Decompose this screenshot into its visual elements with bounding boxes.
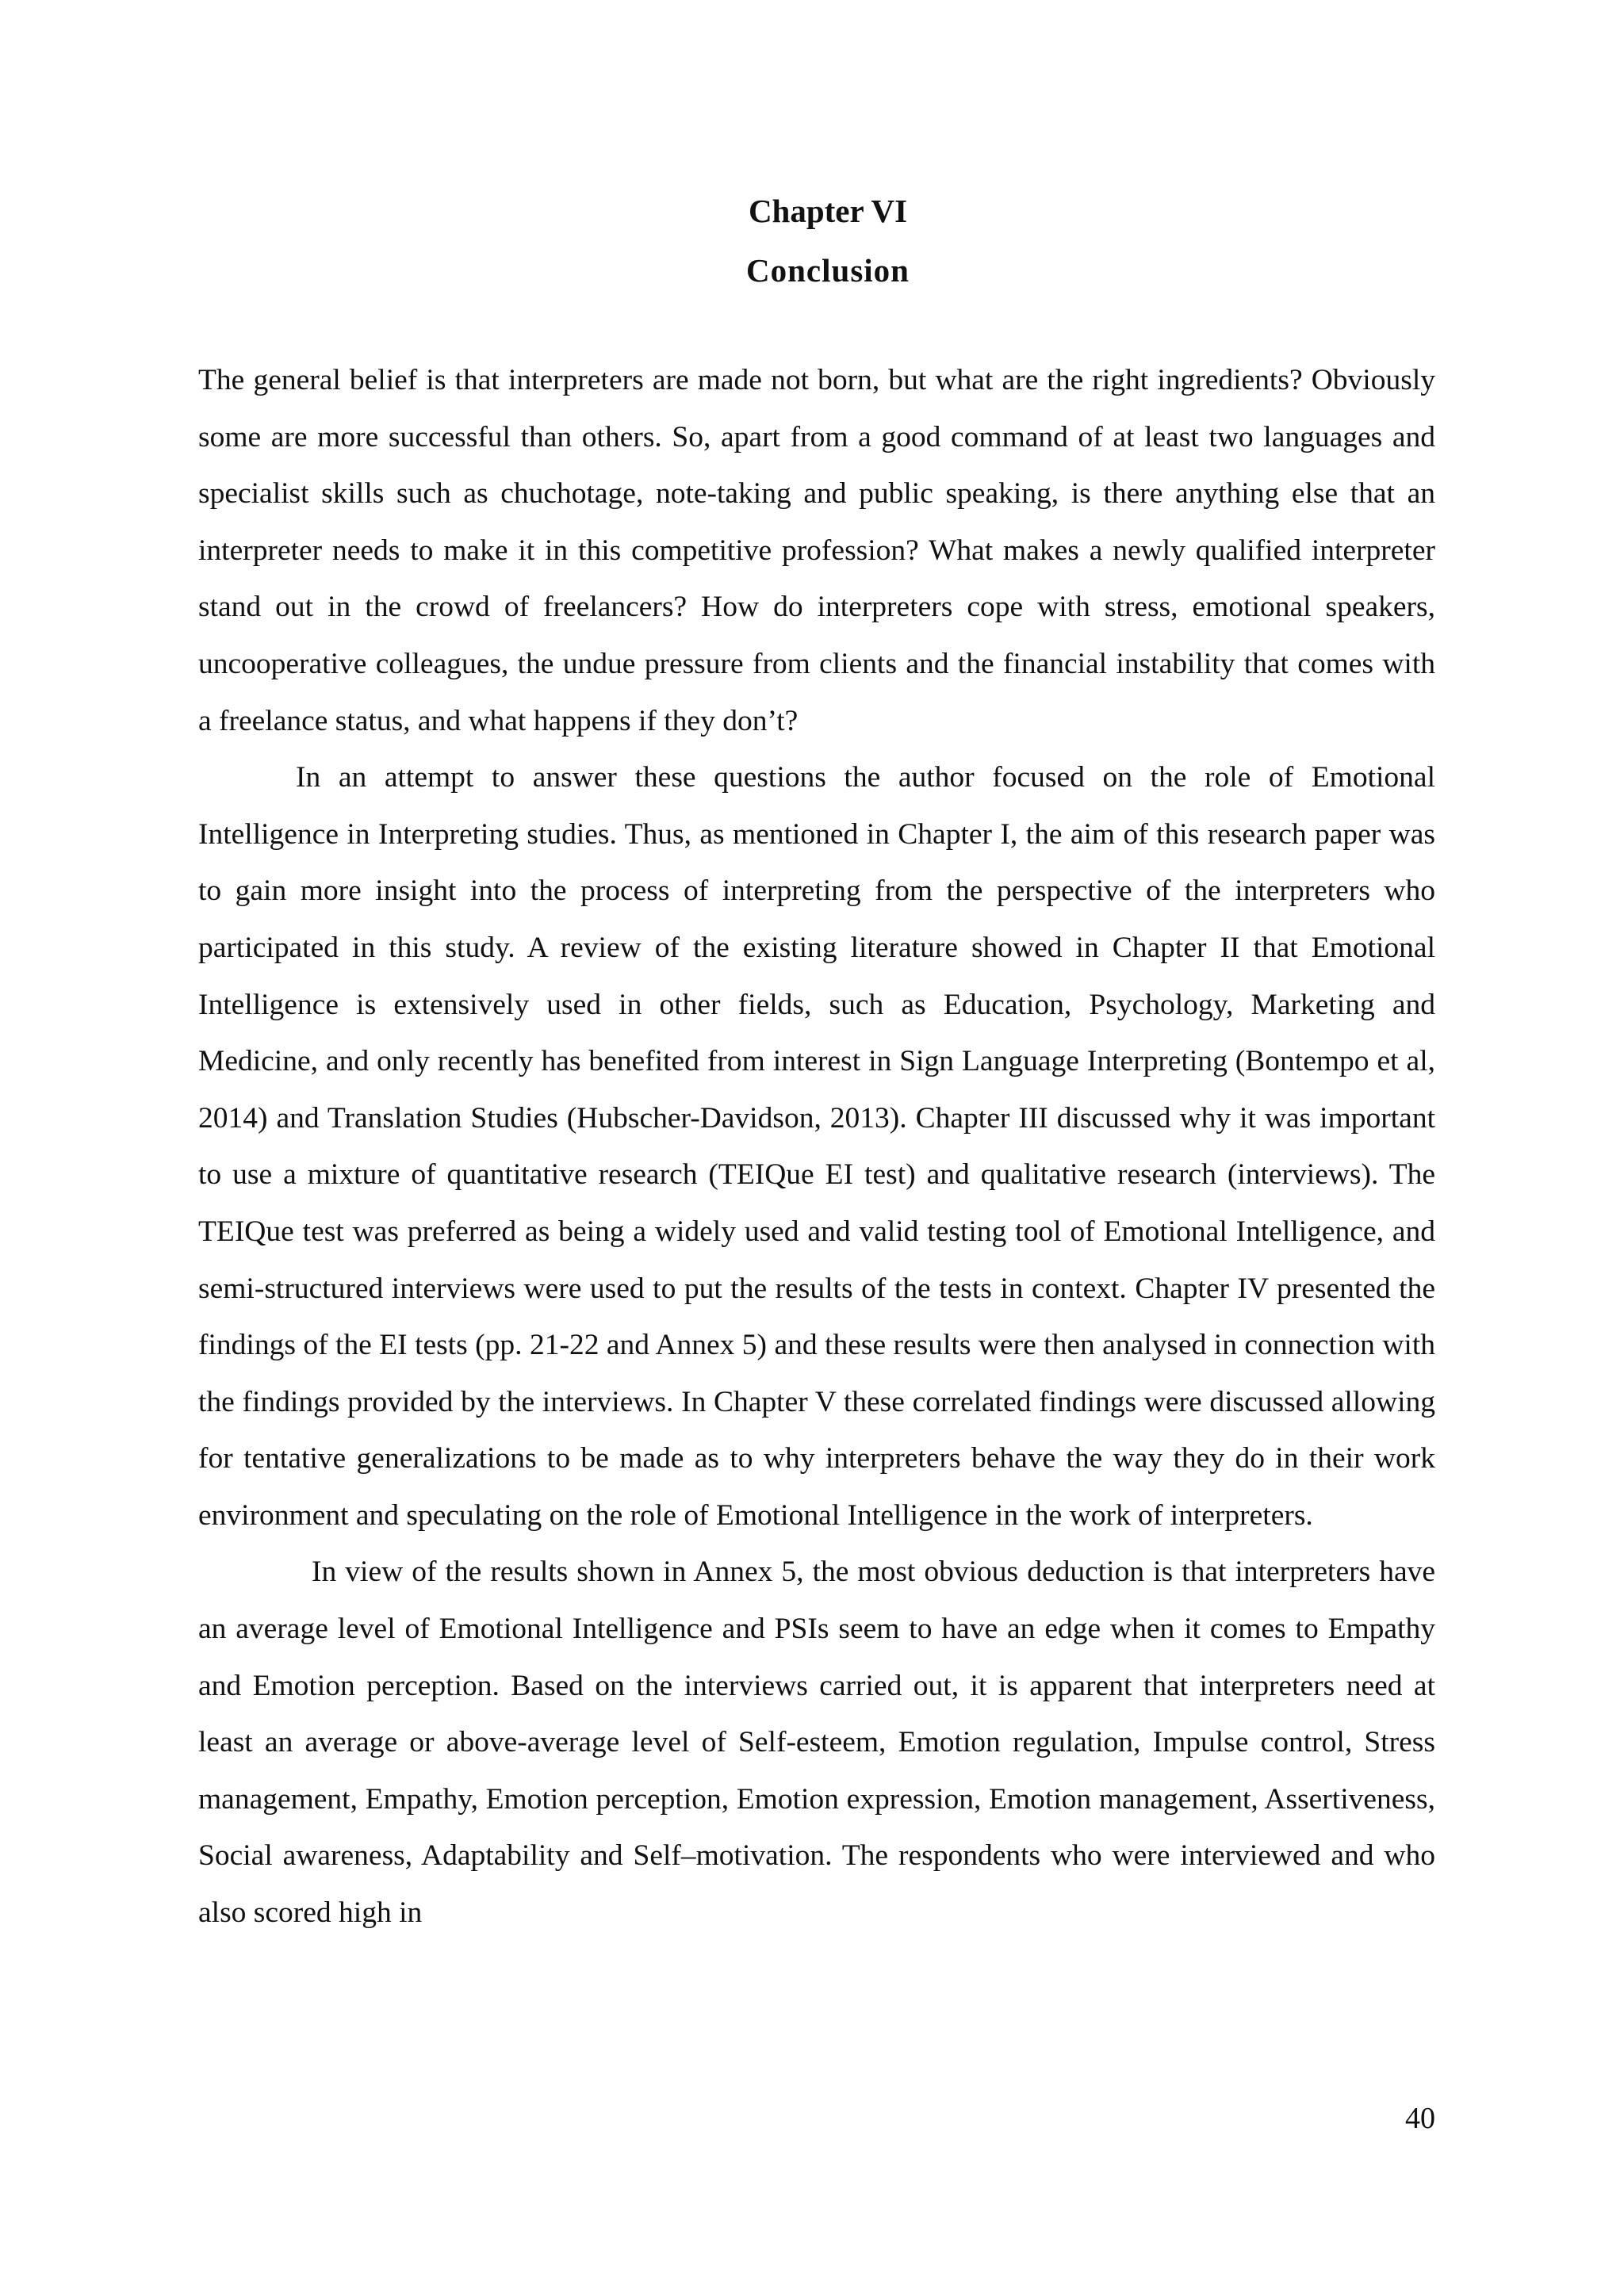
chapter-number: Chapter VI	[748, 193, 908, 229]
paragraph-2: In an attempt to answer these questions the author focused on the role of Emotional Intelligence in Interpreting studies. Thus, as mentioned in Chapter I, the aim of this research paper was to gain more insight into the process of interpreting from the perspective of the interpreters who participated in this study. A review of the existing literature showed in Chapter II that Emotional Intelligence is extensively used in other fields, such as Education, Psychology, Marketing and Medicine, and only recently has benefited from interest in Sign Language Interpreting (Bontempo et al, 2014) and Translation Studies (Hubscher-Davidson, 2013). Chapter III discussed why it was important to use a mixture of quantitative research (TEIQue EI test) and qualitative research (interviews). The TEIQue test was preferred as being a widely used and valid testing tool of Emotional Intelligence, and semi-structured interviews were used to put the results of the tests in context. Chapter IV presented the findings of the EI tests (pp. 21-22 and Annex 5) and these results were then analysed in connection with the findings provided by the interviews. In Chapter V these correlated findings were discussed allowing for tentative generalizations to be made as to why interpreters behave the way they do in their work environment and speculating on the role of Emotional Intelligence in the work of interpreters.	[198, 761, 1435, 1532]
chapter-heading	[0, 190, 1624, 291]
paragraph-1: The general belief is that interpreters are made not born, but what are the right ingredients? Obviously some are more successful than others. So, apart from a good command of at least two languages and specialist skills such as chuchotage, note-taking and public speaking, is there anything else that an interpreter needs to make it in this competitive profession? What makes a newly qualified interpreter stand out in the crowd of freelancers? How do interpreters cope with stress, emotional speakers, uncooperative colleagues, the undue pressure from clients and the financial instability that comes with a freelance status, and what happens if they don’t?	[198, 364, 1435, 737]
page-number: 40	[1405, 2102, 1435, 2135]
paragraph-3: In view of the results shown in Annex 5, the most obvious deduction is that interpreters have an average level of Emotional Intelligence and PSIs seem to have an edge when it comes to Empathy and Emotion perception. Based on the interviews carried out, it is apparent that interpreters need at least an average or above-average level of Self-esteem, Emotion regulation, Impulse control, Stress management, Empathy, Emotion perception, Emotion expression, Emotion management, Assertiveness, Social awareness, Adaptability and Self–motivation. The respondents who were interviewed and who also scored high in	[198, 1556, 1435, 1930]
chapter-title: Conclusion	[746, 252, 910, 289]
body-text	[198, 352, 1435, 1942]
